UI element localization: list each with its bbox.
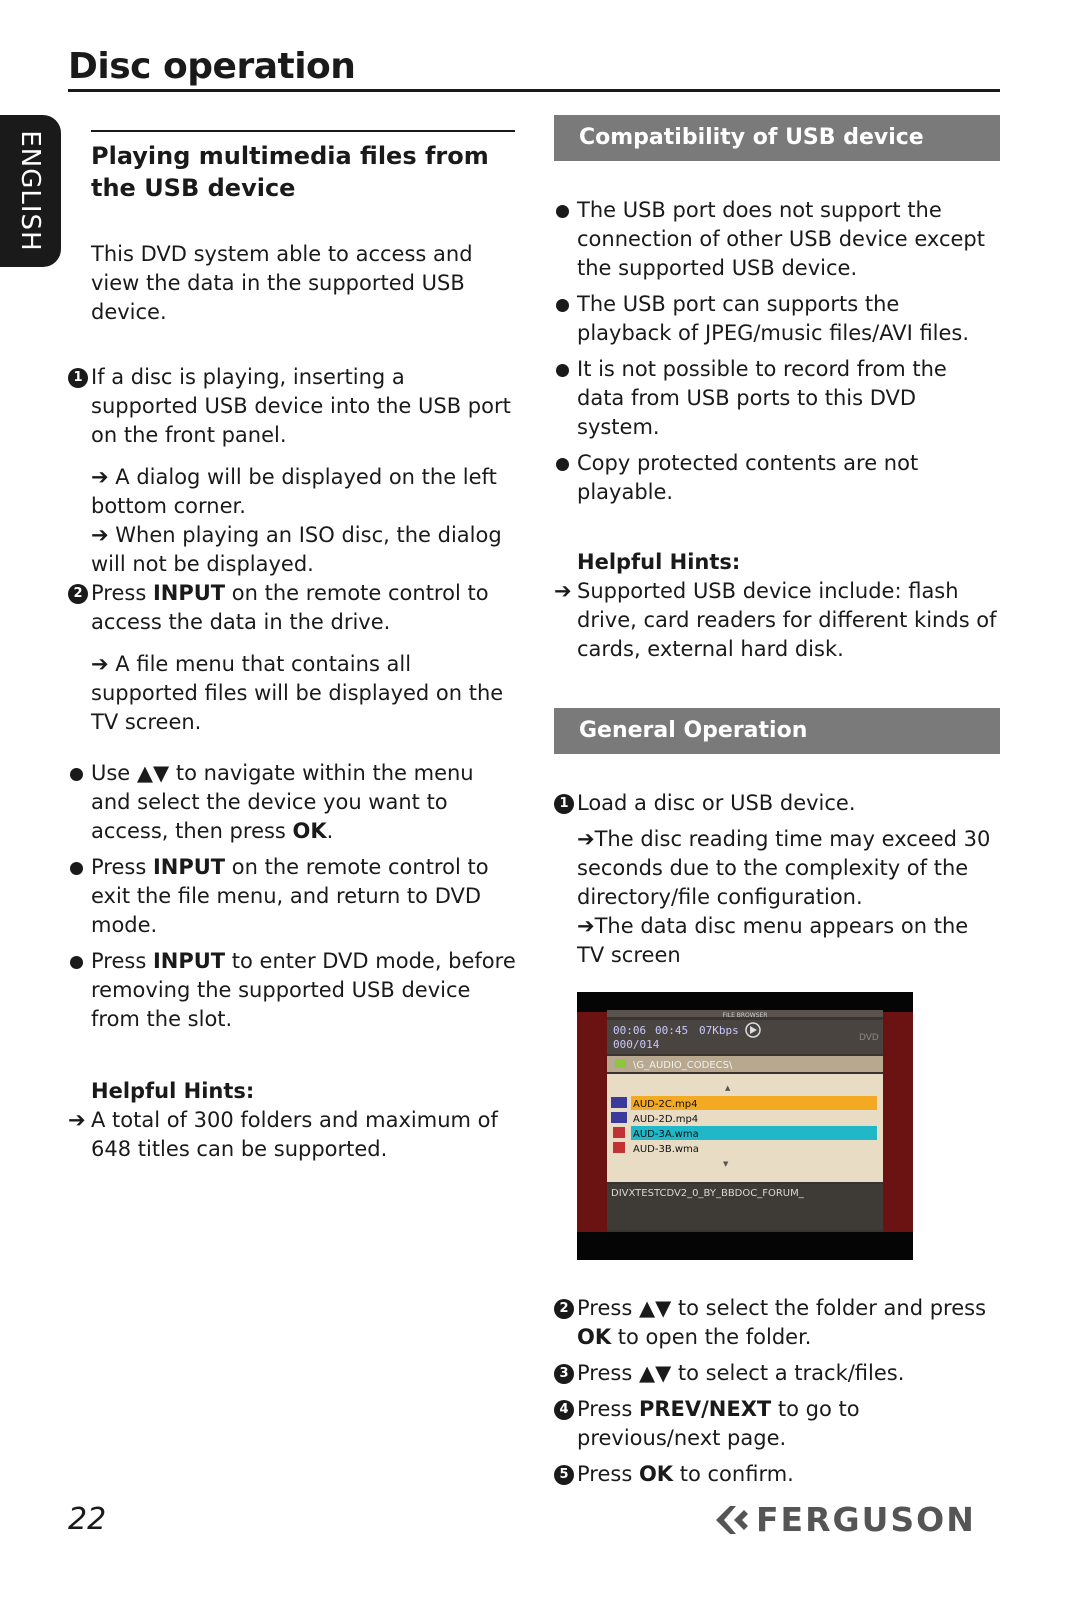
compat-item: It is not possible to record from the data from USB ports to this DVD system. xyxy=(554,355,1000,442)
general-heading-bar: General Operation xyxy=(554,708,1000,754)
ferguson-logo-icon xyxy=(712,1500,752,1540)
general-step-4: 4 Press PREV/NEXT to go to previous/next page. xyxy=(554,1395,1000,1453)
hint-item: ➔ Supported USB device include: flash drive, card readers for different kinds of cards, external hard disk. xyxy=(554,579,997,661)
dvd-logo-icon: DVD xyxy=(859,1033,879,1043)
page-number: 22 xyxy=(68,1502,107,1537)
step-1: 1 If a disc is playing, inserting a supported USB device into the USB port on the front panel. xyxy=(68,363,518,450)
step-2: 2 Press INPUT on the remote control to access the data in the drive. xyxy=(68,579,518,637)
file-browser-image xyxy=(577,992,913,1260)
browser-header: FILE BROWSER xyxy=(722,1012,768,1019)
compat-item: The USB port does not support the connection of other USB device except the supported USB device. xyxy=(554,196,1000,283)
bullet-icon xyxy=(70,956,83,969)
general-step-1-note-2: ➔The data disc menu appears on the TV screen xyxy=(577,914,969,967)
step-number-badge: 3 xyxy=(554,1364,574,1384)
right-column xyxy=(554,115,1000,1489)
bullet-navigate: Use ▲▼ to navigate within the menu and select the device you want to access, then press OK. xyxy=(68,759,518,846)
arrow-icon: ➔ xyxy=(577,827,595,851)
nero-icon xyxy=(611,1097,627,1108)
scroll-down-icon: ▼ xyxy=(723,1160,729,1168)
compat-item: The USB port can supports the playback of JPEG/music files/AVI files. xyxy=(554,290,1000,348)
bitrate: 07Kbps xyxy=(699,1024,739,1037)
step-number-badge: 2 xyxy=(68,584,88,604)
file-name: AUD-2C.mp4 xyxy=(633,1099,698,1110)
step-number-badge: 2 xyxy=(554,1299,574,1319)
hint-item: ➔ A total of 300 folders and maximum of 648 titles can be supported. xyxy=(68,1108,498,1161)
hints-heading: Helpful Hints: xyxy=(91,1079,255,1103)
music-icon xyxy=(613,1127,625,1138)
intro-text: This DVD system able to access and view the data in the supported USB device. xyxy=(91,242,473,324)
general-step-1-note-1: ➔The disc reading time may exceed 30 seconds due to the complexity of the directory/file configuration. xyxy=(577,827,991,909)
step-number-badge: 5 xyxy=(554,1465,574,1485)
arrow-icon: ➔ xyxy=(554,579,572,603)
brand-logo xyxy=(712,1500,1002,1540)
title-rule xyxy=(68,89,1000,92)
compat-item: Copy protected contents are not playable. xyxy=(554,449,1000,507)
bullet-icon xyxy=(556,364,569,377)
general-step-2: 2 Press ▲▼ to select the folder and press OK to open the folder. xyxy=(554,1294,1000,1352)
arrow-icon: ➔ xyxy=(68,1108,86,1132)
nero-icon xyxy=(611,1112,627,1123)
arrow-icon: ➔ xyxy=(577,914,595,938)
file-name: AUD-2D.mp4 xyxy=(633,1114,699,1125)
elapsed-time: 00:06 xyxy=(613,1024,647,1037)
arrow-icon: ➔ xyxy=(91,465,109,489)
file-browser-screenshot xyxy=(577,992,913,1260)
bullet-icon xyxy=(70,862,83,875)
bullet-exit: Press INPUT on the remote control to exit the file menu, and return to DVD mode. xyxy=(68,853,518,940)
general-step-5: 5 Press OK to confirm. xyxy=(554,1460,1000,1489)
arrow-icon: ➔ xyxy=(91,652,109,676)
hints-heading: Helpful Hints: xyxy=(577,550,741,574)
section-heading: Playing multimedia files from the USB device xyxy=(91,142,489,202)
step-number-badge: 4 xyxy=(554,1400,574,1420)
left-column xyxy=(68,130,518,1164)
folder-path: \G_AUDIO_CODECS\ xyxy=(633,1060,733,1071)
step-2-note: ➔ A file menu that contains all supported files will be displayed on the TV screen. xyxy=(91,652,504,734)
step-1-note-2: ➔ When playing an ISO disc, the dialog will not be displayed. xyxy=(91,523,502,576)
general-step-3: 3 Press ▲▼ to select a track/files. xyxy=(554,1359,1000,1388)
total-time: 00:45 xyxy=(655,1024,689,1037)
language-tab-label: ENGLISH xyxy=(15,130,45,252)
scroll-up-icon: ▲ xyxy=(725,1084,731,1092)
bullet-icon xyxy=(556,205,569,218)
bullet-remove: Press INPUT to enter DVD mode, before removing the supported USB device from the slot. xyxy=(68,947,518,1034)
language-tab xyxy=(0,115,61,267)
bullet-icon xyxy=(70,768,83,781)
brand-name: FERGUSON xyxy=(756,1500,976,1539)
step-number-badge: 1 xyxy=(554,794,574,814)
bullet-icon xyxy=(556,458,569,471)
compat-heading-bar: Compatibility of USB device xyxy=(554,115,1000,161)
status-line: DIVXTESTCDV2_0_BY_BBDOC_FORUM_ xyxy=(611,1188,804,1199)
bullet-icon xyxy=(556,299,569,312)
arrow-icon: ➔ xyxy=(91,523,109,547)
step-number-badge: 1 xyxy=(68,368,88,388)
step-1-note-1: ➔ A dialog will be displayed on the left bottom corner. xyxy=(91,465,497,518)
folder-icon xyxy=(615,1059,626,1068)
file-name: AUD-3A.wma xyxy=(633,1129,699,1140)
section-rule xyxy=(91,130,515,132)
music-icon xyxy=(613,1142,625,1153)
page-title: Disc operation xyxy=(68,46,356,87)
file-name: AUD-3B.wma xyxy=(633,1144,699,1155)
track-counter: 000/014 xyxy=(613,1038,660,1051)
general-step-1: 1 Load a disc or USB device. xyxy=(554,789,1000,818)
